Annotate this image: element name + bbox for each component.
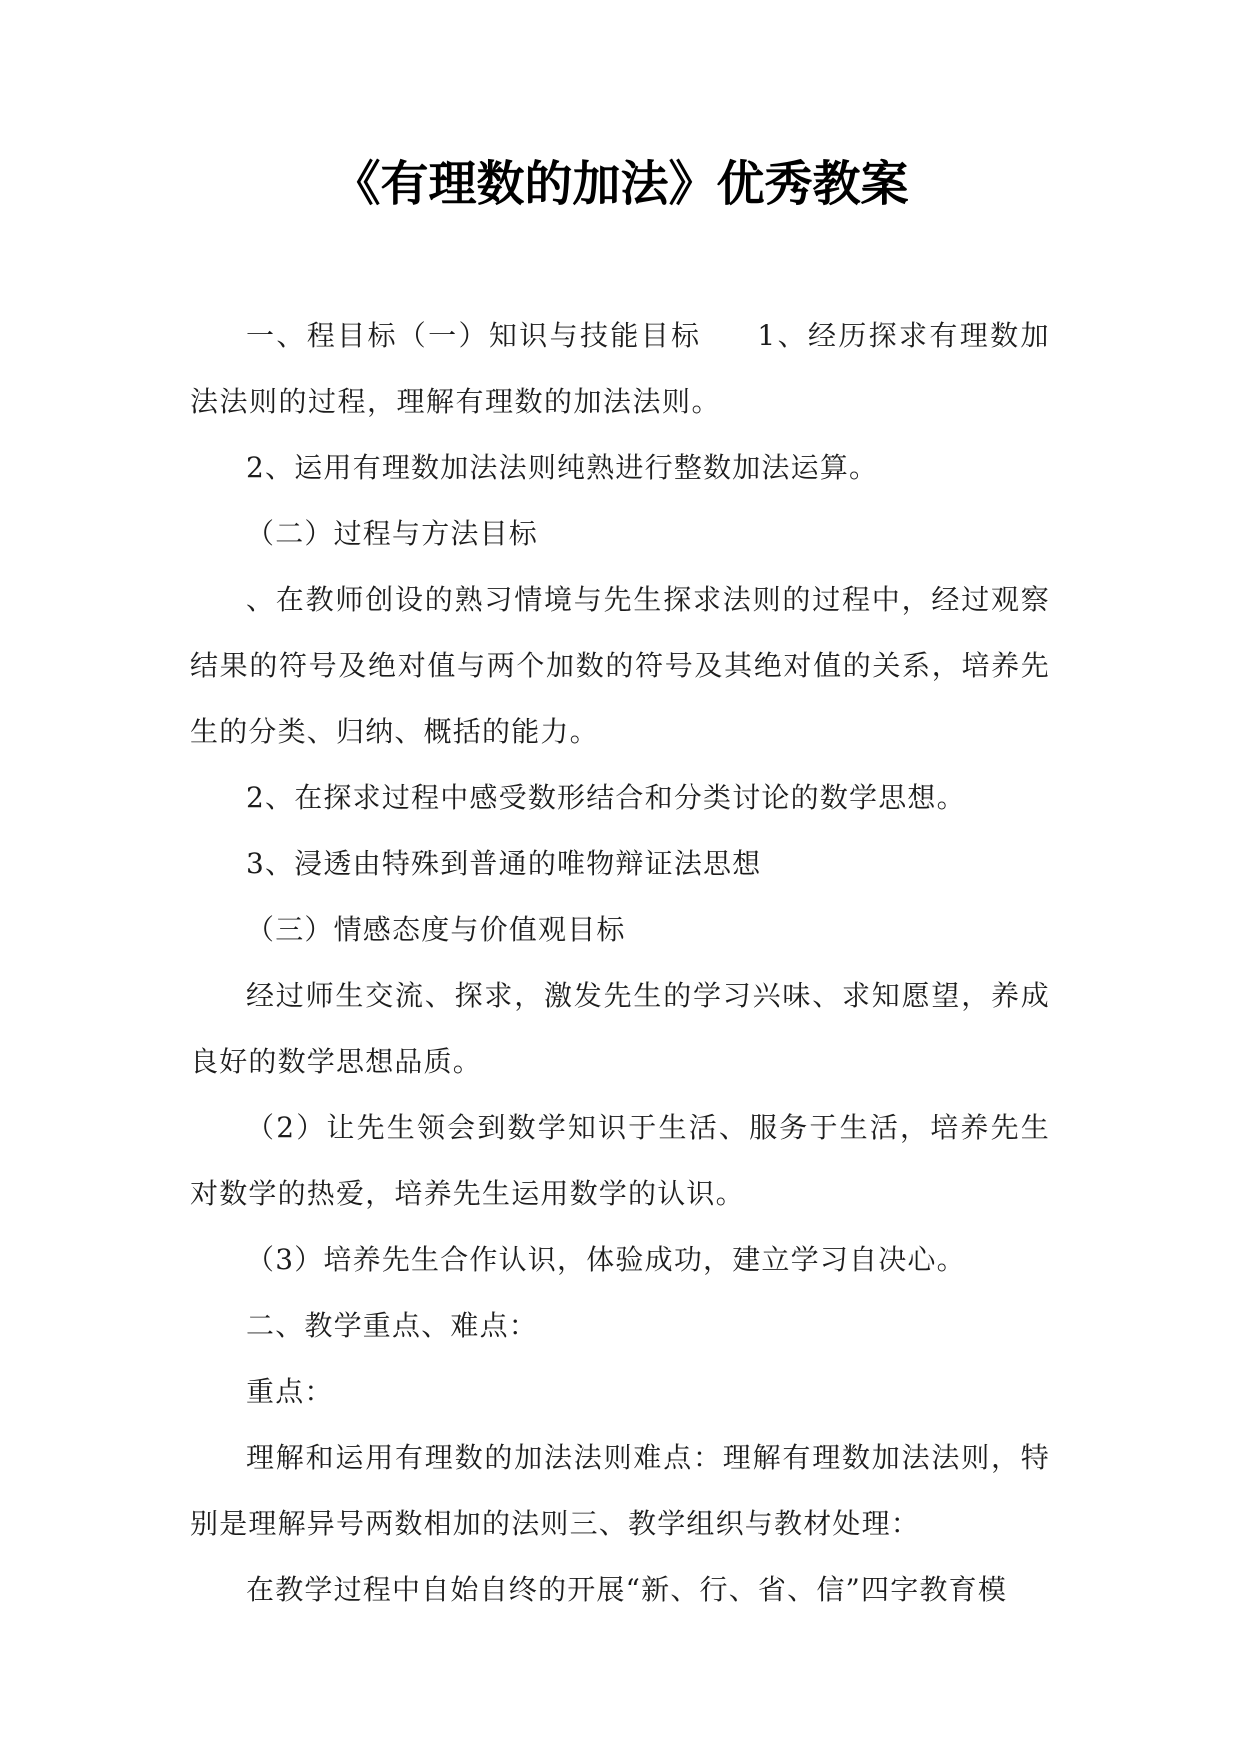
document-body xyxy=(190,303,1050,1623)
paragraph: 重点： xyxy=(246,1375,334,1408)
objective-1-text: 1、经历探求有理数加法法则的过程，理解有理数的加法法则。 xyxy=(190,319,1050,418)
paragraph: 2、在探求过程中感受数形结合和分类讨论的数学思想。 xyxy=(246,781,966,814)
document-title: 《有理数的加法》优秀教案 xyxy=(332,156,909,212)
paragraph: 理解和运用有理数的加法法则难点：理解有理数加法法则，特别是理解异号两数相加的法则三、教学组织与教材处理： xyxy=(190,1441,1050,1540)
paragraph-objectives-intro xyxy=(190,303,1050,435)
paragraph: 经过师生交流、探求，激发先生的学习兴味、求知愿望，养成良好的数学思想品质。 xyxy=(190,979,1050,1078)
paragraph: （2）让先生领会到数学知识于生活、服务于生活，培养先生对数学的热爱，培养先生运用数学的认识。 xyxy=(190,1111,1050,1210)
section-heading: （三）情感态度与价值观目标 xyxy=(246,913,626,946)
paragraph: （3）培养先生合作认识，体验成功，建立学习自决心。 xyxy=(246,1243,966,1276)
section-heading: 二、教学重点、难点： xyxy=(246,1309,539,1342)
paragraph: 3、浸透由特殊到普通的唯物辩证法思想 xyxy=(246,847,762,880)
paragraph: 在教学过程中自始自终的开展“新、行、省、信”四字教育模 xyxy=(246,1573,1008,1606)
objectives-heading: 一、程目标（一）知识与技能目标 xyxy=(246,319,702,352)
section-heading: （二）过程与方法目标 xyxy=(246,517,539,550)
paragraph: 、在教师创设的熟习情境与先生探求法则的过程中，经过观察结果的符号及绝对值与两个加数的符号及其绝对值的关系，培养先生的分类、归纳、概括的能力。 xyxy=(190,583,1050,748)
paragraph: 2、运用有理数加法法则纯熟进行整数加法运算。 xyxy=(246,451,879,484)
